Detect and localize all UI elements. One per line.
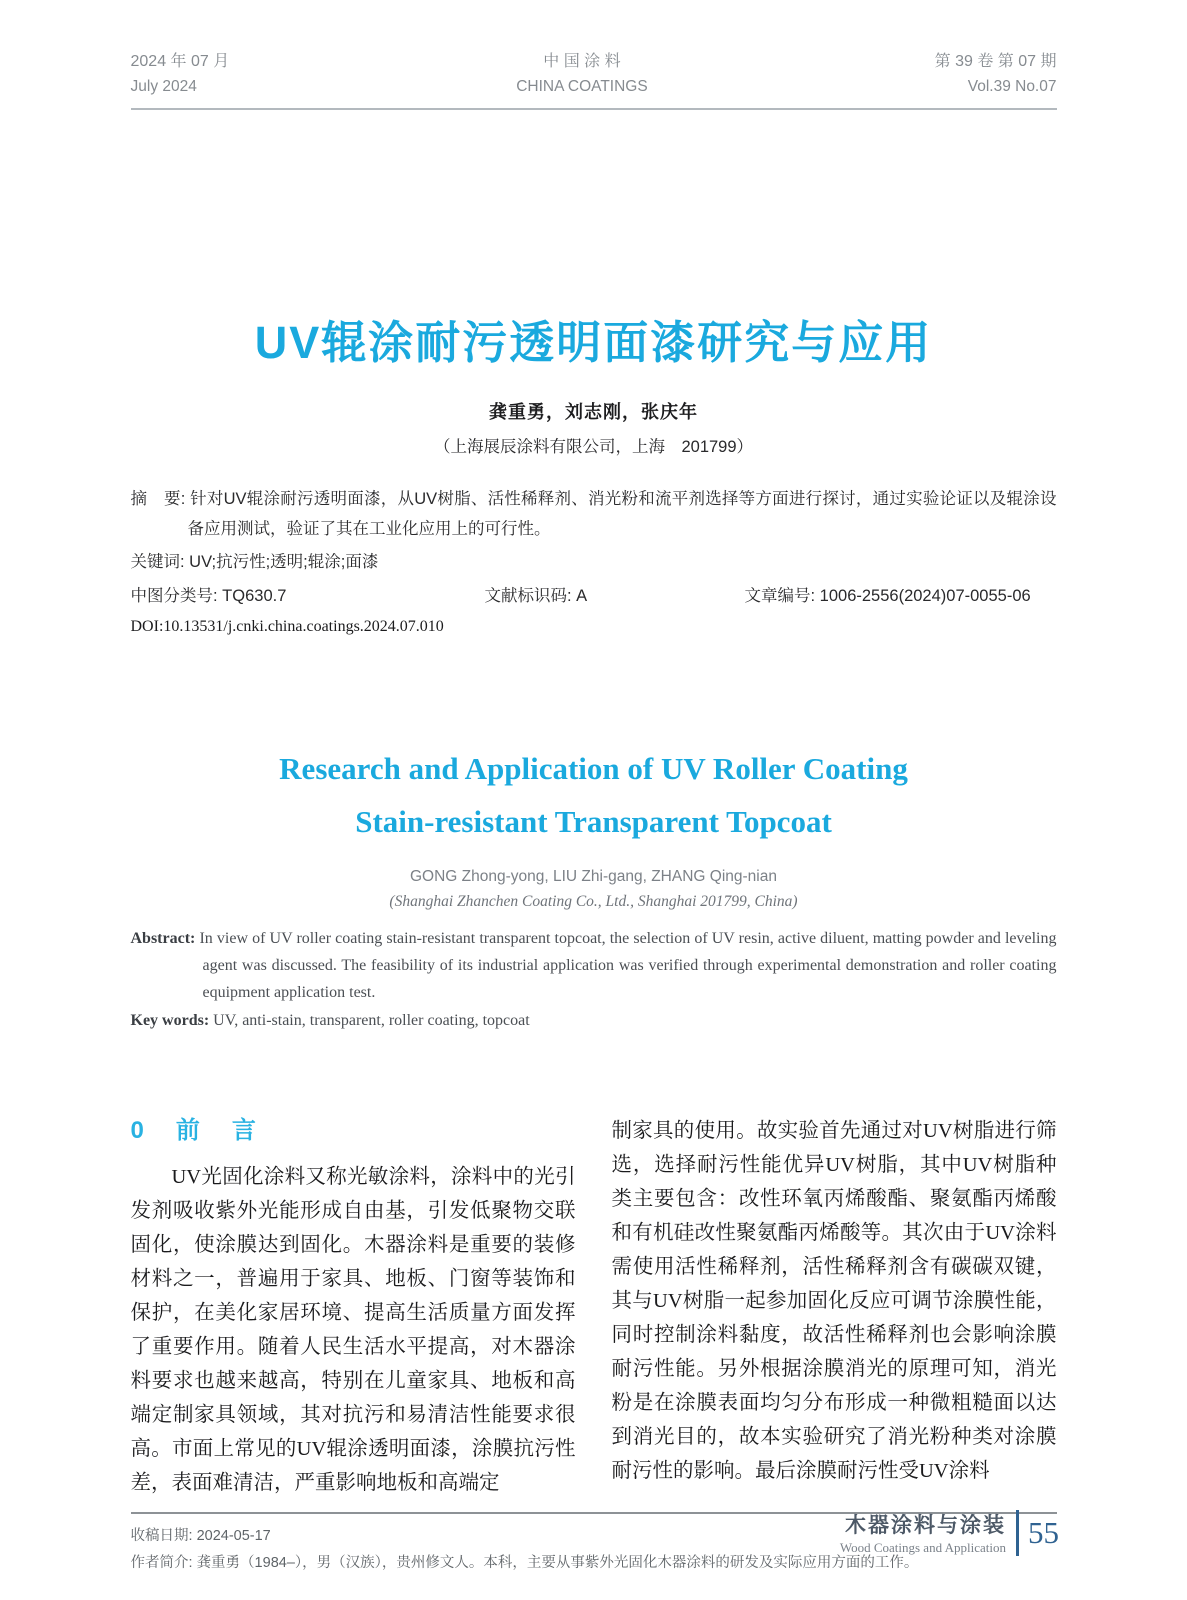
body-paragraph-right: 制家具的使用。故实验首先通过对UV树脂进行筛选，选择耐污性能优异UV树脂，其中UV树脂种类主要包含：改性环氧丙烯酸酯、聚氨酯丙烯酸和有机硅改性聚氨酯丙烯酸等。其次由于UV涂料需使用活性稀释剂，活性稀释剂含有碳碳双键，其与UV树脂一起参加固化反应可调节涂膜性能，同时控制涂料黏度，故活性稀释剂也会影响涂膜耐污性能。另外根据涂膜消光的原理可知，消光粉是在涂膜表面均匀分布形成一种微粗糙面以达到消光目的，故本实验研究了消光粉种类对涂膜耐污性的影响。最后涂膜耐污性受UV涂料 — [611, 1119, 1057, 1482]
header-date-en: July 2024 — [130, 77, 197, 95]
section-heading-intro: 0 前 言 — [130, 1116, 260, 1144]
body-columns — [131, 1114, 1057, 1500]
footer-divider-bar — [1016, 1510, 1019, 1556]
document-code — [485, 582, 745, 606]
article-id-label: 文章编号: — [744, 586, 820, 605]
authors-en: GONG Zhong-yong, LIU Zhi-gang, ZHANG Qing-nian — [410, 867, 777, 885]
abstract-en — [131, 925, 1057, 1006]
keywords-text-en: UV, anti-stain, transparent, roller coating, topcoat — [213, 1011, 530, 1029]
document-code-value: A — [576, 586, 588, 605]
header-issue-cn: 第 39 卷 第 07 期 — [934, 53, 1057, 70]
footer-column-name-cn: 木器涂料与涂装 — [845, 1514, 1006, 1537]
article-id-value: 1006-2556(2024)07-0055-06 — [819, 586, 1031, 605]
article-meta-row — [131, 582, 1057, 606]
article-title-en-line2: Stain-resistant Transparent Topcoat — [355, 803, 832, 839]
abstract-label-en: Abstract: — [130, 929, 200, 947]
article-title-cn: UV辊涂耐污透明面漆研究与应用 — [254, 316, 933, 368]
page-content — [131, 0, 1057, 1578]
article-id — [745, 582, 1057, 606]
clc-value: TQ630.7 — [222, 586, 287, 605]
keywords-cn — [131, 548, 1057, 572]
footer-column-name-en: Wood Coatings and Application — [839, 1540, 1006, 1555]
body-paragraph-left: UV光固化涂料又称光敏涂料，涂料中的光引发剂吸收紫外光能形成自由基，引发低聚物交联固化，使涂膜达到固化。木器涂料是重要的装修材料之一，普遍用于家具、地板、门窗等装饰和保护，在美化家居环境、提高生活质量方面发挥了重要作用。随着人民生活水平提高，对木器涂料要求也越来越高，特别在儿童家具、地板和高端定制家具领域，其对抗污和易清洁性能要求很高。市面上常见的UV辊涂透明面漆，涂膜抗污性差，表面难清洁，严重影响地板和高端定 — [130, 1165, 576, 1494]
author-bio-value: 龚重勇（1984–），男（汉族），贵州修文人。本科，主要从事紫外光固化木器涂料的研发及实际应用方面的工作。 — [196, 1555, 919, 1572]
abstract-label-cn: 摘 要: — [130, 489, 191, 508]
article-title-en — [131, 742, 1057, 848]
journal-header — [131, 0, 1057, 110]
page-number: 55 — [1028, 1514, 1059, 1550]
header-journal-title — [516, 50, 647, 99]
keywords-label-en: Key words: — [130, 1011, 214, 1029]
document-code-label: 文献标识码: — [484, 586, 577, 605]
header-date — [131, 50, 230, 99]
abstract-cn — [131, 484, 1057, 545]
received-date-label: 收稿日期: — [130, 1527, 197, 1544]
author-bio-label: 作者简介: — [130, 1555, 197, 1572]
journal-title-cn: 中 国 涂 料 — [543, 53, 621, 70]
body-column-right — [612, 1114, 1057, 1500]
header-issue — [935, 50, 1057, 99]
article-title-en-line1: Research and Application of UV Roller Coating — [279, 750, 908, 786]
authors-cn: 龚重勇，刘志刚，张庆年 — [489, 401, 698, 422]
keywords-en — [131, 1012, 1057, 1030]
abstract-text-cn: 针对UV辊涂耐污透明面漆，从UV树脂、活性稀释剂、消光粉和流平剂选择等方面进行探讨，通过实验论证以及辊涂设备应用测试，验证了其在工业化应用上的可行性。 — [187, 489, 1057, 539]
keywords-label-cn: 关键词: — [130, 552, 190, 571]
header-issue-en: Vol.39 No.07 — [967, 77, 1057, 95]
received-date-value: 2024-05-17 — [196, 1527, 271, 1544]
clc-number — [131, 582, 485, 606]
footer-column-name — [840, 1509, 1006, 1556]
journal-title-en: CHINA COATINGS — [516, 77, 648, 95]
affiliation-en: (Shanghai Zhanchen Coating Co., Ltd., Shanghai 201799, China) — [389, 892, 798, 910]
keywords-text-cn: UV;抗污性;透明;辊涂;面漆 — [189, 552, 379, 571]
body-column-left — [131, 1114, 576, 1500]
doi-line: DOI:10.13531/j.cnki.china.coatings.2024.07.010 — [130, 617, 444, 635]
clc-label: 中图分类号: — [130, 586, 223, 605]
header-date-cn: 2024 年 07 月 — [130, 53, 230, 70]
affiliation-cn: （上海展辰涂料有限公司，上海 201799） — [433, 437, 754, 456]
abstract-text-en: In view of UV roller coating stain-resistant transparent topcoat, the selection of UV resin, active diluent, matting powder and leveling agent was discussed. The feasibility of its industrial application was verified through experimental demonstration and roller coating equipment application test. — [199, 929, 1057, 1001]
page-footer — [840, 1509, 1059, 1556]
